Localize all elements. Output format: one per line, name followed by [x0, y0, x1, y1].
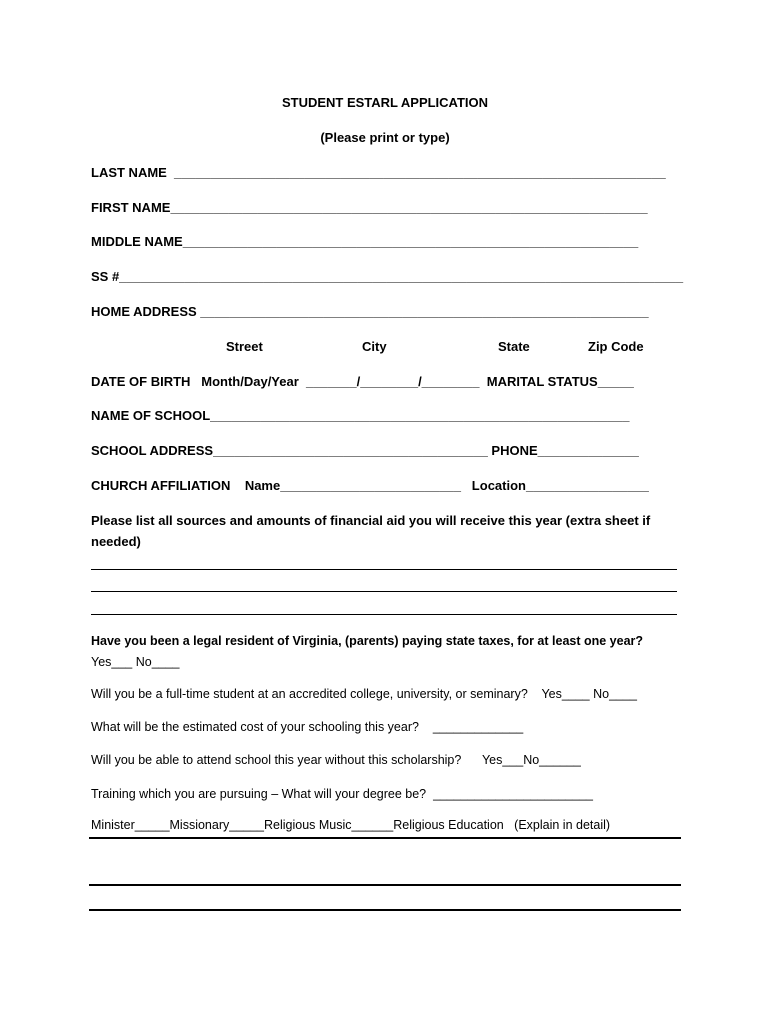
church-affiliation-field[interactable]: CHURCH AFFILIATION Name_________________________ Location_________________ — [91, 478, 649, 493]
address-label-street: Street — [226, 339, 263, 354]
resident-answer[interactable]: Yes___ No____ — [91, 655, 180, 669]
resident-question — [91, 631, 681, 673]
address-label-zip: Zip Code — [588, 339, 644, 354]
resident-question-text: Have you been a legal resident of Virginia, (parents) paying state taxes, for at least one year? — [91, 634, 644, 648]
fulltime-question[interactable]: Will you be a full-time student at an accredited college, university, or seminary? Yes____ No____ — [91, 687, 637, 701]
address-label-state: State — [498, 339, 530, 354]
school-address-field[interactable]: SCHOOL ADDRESS______________________________________ PHONE______________ — [91, 443, 639, 458]
last-name-field[interactable]: LAST NAME ____________________________________________________________________ — [91, 165, 666, 180]
financial-aid-prompt: Please list all sources and amounts of financial aid you will receive this year (extra sheet if needed) — [91, 513, 651, 549]
financial-aid-line-2[interactable] — [91, 591, 677, 592]
financial-aid-line-1[interactable] — [91, 569, 677, 570]
training-question[interactable]: Training which you are pursuing – What will your degree be? _______________________ — [91, 787, 593, 801]
address-label-city: City — [362, 339, 387, 354]
explain-line-3[interactable] — [89, 909, 681, 911]
date-of-birth-field[interactable]: DATE OF BIRTH Month/Day/Year _______/________/________ MARITAL STATUS_____ — [91, 374, 634, 389]
form-title: STUDENT ESTARL APPLICATION — [281, 95, 489, 110]
first-name-field[interactable]: FIRST NAME__________________________________________________________________ — [91, 200, 648, 215]
explain-line-2[interactable] — [89, 884, 681, 886]
home-address-field[interactable]: HOME ADDRESS ______________________________________________________________ — [91, 304, 649, 319]
explain-line-1[interactable] — [89, 837, 681, 839]
middle-name-field[interactable]: MIDDLE NAME_______________________________________________________________ — [91, 234, 639, 249]
school-name-field[interactable]: NAME OF SCHOOL__________________________________________________________ — [91, 408, 630, 423]
form-subtitle: (Please print or type) — [320, 130, 450, 145]
ss-field[interactable]: SS #______________________________________________________________________________ — [91, 269, 684, 284]
ministry-options[interactable]: Minister_____Missionary_____Religious Music______Religious Education (Explain in detail) — [91, 818, 611, 832]
attend-question[interactable]: Will you be able to attend school this year without this scholarship? Yes___No______ — [91, 753, 581, 767]
cost-question[interactable]: What will be the estimated cost of your schooling this year? _____________ — [91, 720, 524, 734]
financial-aid-line-3[interactable] — [91, 614, 677, 615]
